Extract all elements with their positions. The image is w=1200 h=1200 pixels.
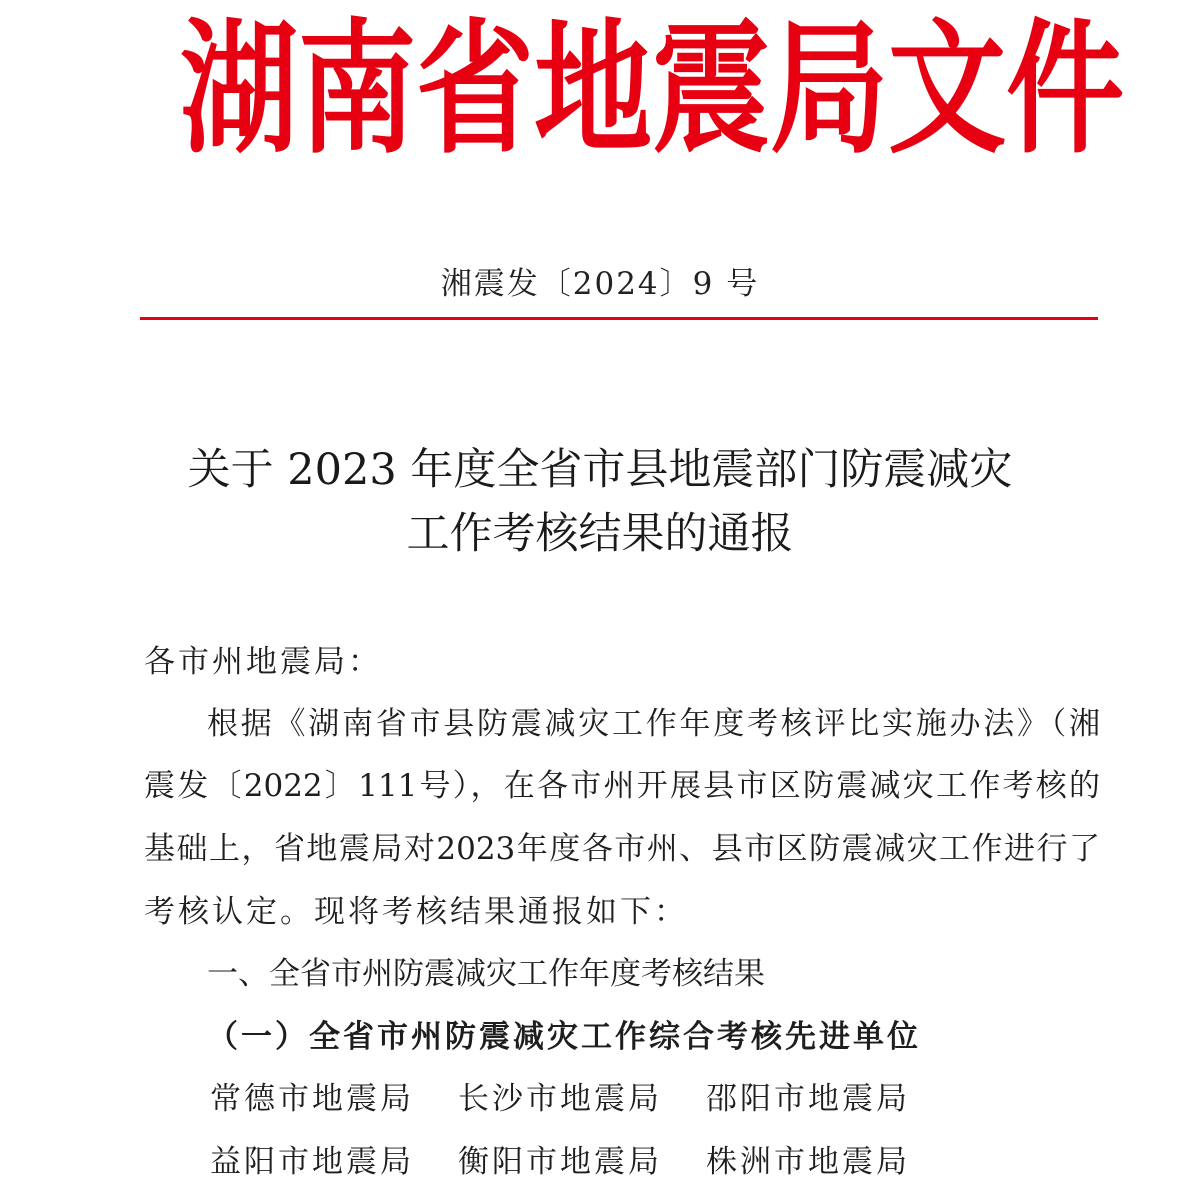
document-number: 湘震发〔2024〕9 号 [440,266,760,302]
paragraph-line: 考核认定。现将考核结果通报如下： [144,894,688,930]
document-title-line-2: 工作考核结果的通报 [406,509,794,559]
masthead-char: 地 [534,4,653,174]
masthead-char: 局 [770,4,889,174]
masthead-char: 湖 [180,4,299,174]
subsection-heading: （一）全省市州防震减灾工作综合考核先进单位 [207,1019,921,1055]
red-separator-line [140,317,1098,320]
paragraph-line: 根据《湖南省市县防震减灾工作年度考核评比实施办法》（湘 [207,706,1100,742]
red-masthead [180,4,1125,174]
advanced-unit: 邵阳市地震局 [706,1081,910,1117]
masthead-char: 件 [1006,4,1125,174]
paragraph-line: 震发〔2022〕111号），在各市州开展县市区防震减灾工作考核的 [144,768,1100,804]
advanced-unit: 常德市地震局 [210,1081,414,1117]
paragraph-line: 基础上，省地震局对2023年度各市州、县市区防震减灾工作进行了 [144,831,1100,867]
document-title-line-1: 关于 2023 年度全省市县地震部门防震减灾 [187,445,1013,495]
advanced-unit: 株洲市地震局 [706,1144,910,1180]
advanced-unit: 益阳市地震局 [210,1144,414,1180]
masthead-char: 震 [652,4,771,174]
advanced-unit: 长沙市地震局 [458,1081,662,1117]
masthead-char: 文 [888,4,1007,174]
section-heading: 一、全省市州防震减灾工作年度考核结果 [207,956,765,992]
masthead-char: 南 [298,4,417,174]
advanced-unit: 衡阳市地震局 [458,1144,662,1180]
salutation: 各市州地震局： [144,644,382,680]
masthead-char: 省 [416,4,535,174]
